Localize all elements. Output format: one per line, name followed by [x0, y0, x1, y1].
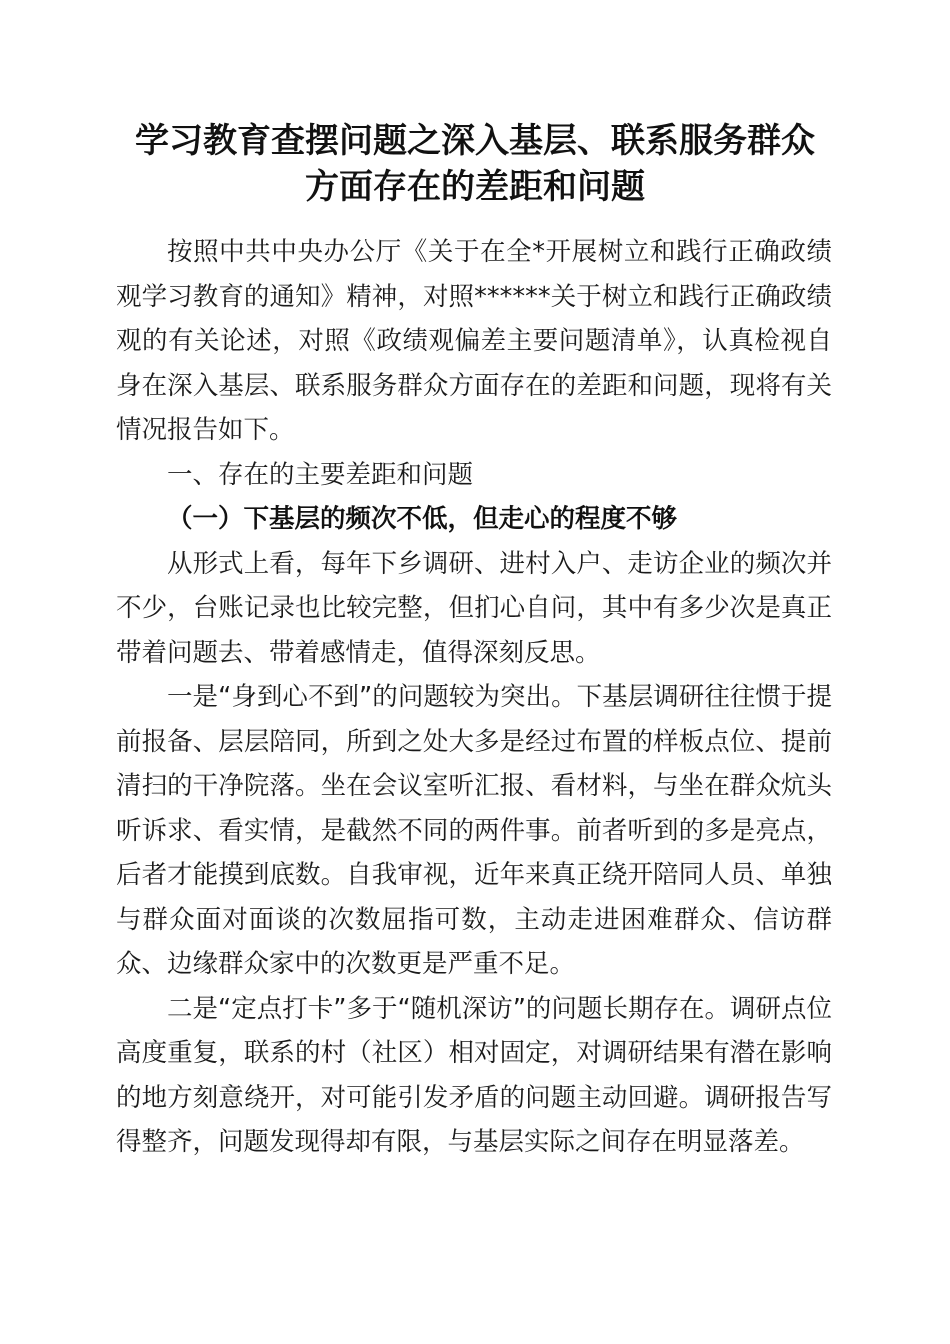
body-paragraph: 二是“定点打卡”多于“随机深访”的问题长期存在。调研点位高度重复，联系的村（社区）相对固定，对调研结果有潜在影响的地方刻意绕开，对可能引发矛盾的问题主动回避。调研报告写得整齐，问题发现得却有限，与基层实际之间存在明显落差。 — [116, 993, 832, 1157]
document-title-line-1: 学习教育查摆问题之深入基层、联系服务群众 — [135, 121, 815, 161]
document-title-line-2: 方面存在的差距和问题 — [305, 167, 645, 207]
body-paragraph: 从形式上看，每年下乡调研、进村入户、走访企业的频次并不少，台账记录也比较完整，但扪心自问，其中有多少次是真正带着问题去、带着感情走，值得深刻反思。 — [116, 548, 832, 668]
subsection-heading: （一）下基层的频次不低，但走心的程度不够 — [167, 504, 678, 534]
section-heading: 一、存在的主要差距和问题 — [167, 459, 474, 490]
intro-paragraph: 按照中共中央办公厅《关于在全*开展树立和践行正确政绩观学习教育的通知》精神，对照******关于树立和践行正确政绩观的有关论述，对照《政绩观偏差主要问题清单》，认真检视自身在深入基层、联系服务群众方面存在的差距和问题，现将有关情况报告如下。 — [116, 237, 832, 445]
body-paragraph: 一是“身到心不到”的问题较为突出。下基层调研往往惯于提前报备、层层陪同，所到之处大多是经过布置的样板点位、提前清扫的干净院落。坐在会议室听汇报、看材料，与坐在群众炕头听诉求、看实情，是截然不同的两件事。前者听到的多是亮点，后者才能摸到底数。自我审视，近年来真正绕开陪同人员、单独与群众面对面谈的次数屈指可数，主动走进困难群众、信访群众、边缘群众家中的次数更是严重不足。 — [116, 682, 832, 979]
document-body — [116, 230, 832, 1165]
